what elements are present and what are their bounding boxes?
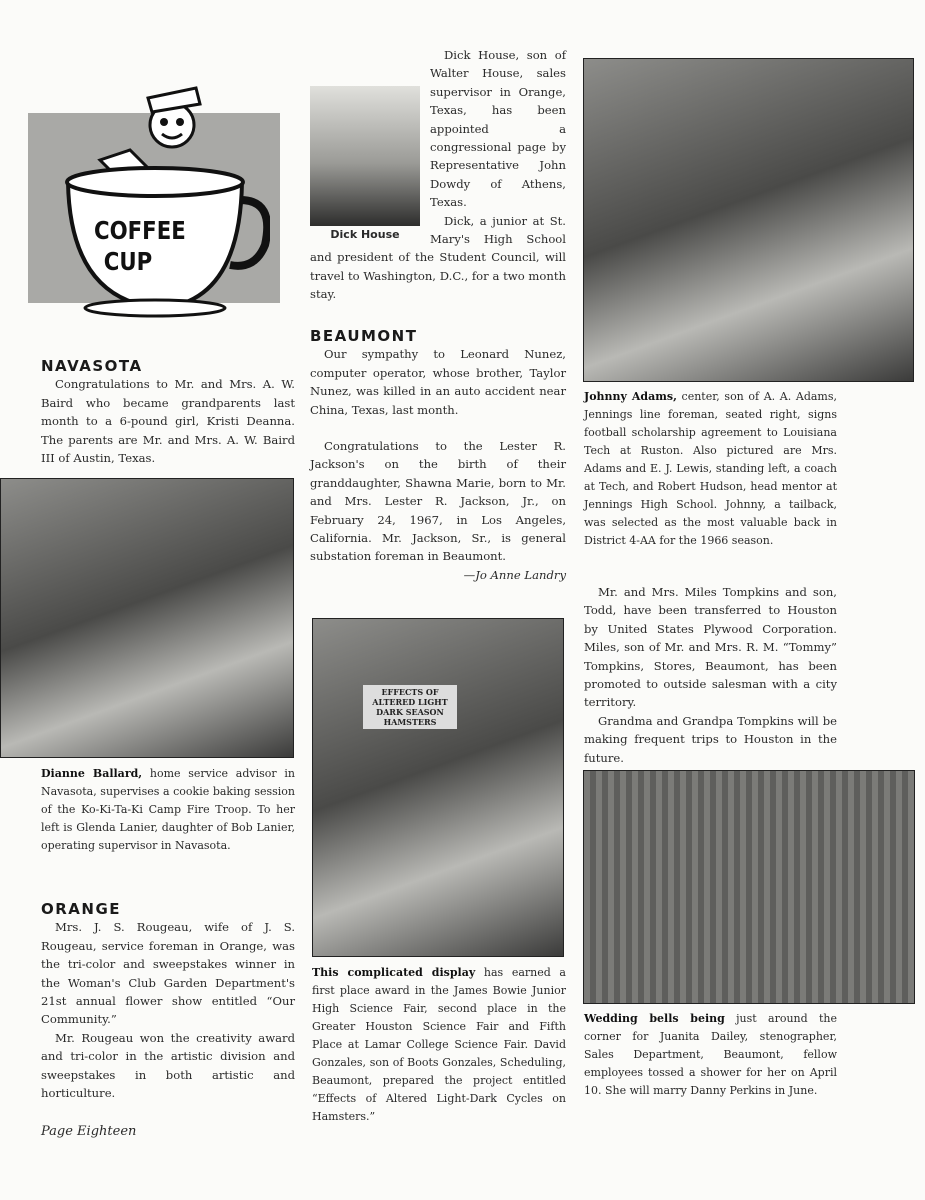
section-heading: NAVASOTA [41, 357, 143, 375]
section-heading: BEAUMONT [310, 327, 418, 345]
paragraph: Grandma and Grandpa Tompkins will be making frequent trips to Houston in the future. [584, 713, 837, 765]
photo-caption: Wedding bells being just around the corner for Juanita Dailey, stenographer, Sales Department, Beaumont, fellow employees tossed a shower for her on April 10. She will marry Danny Perkins in June. [584, 1012, 837, 1097]
photo-dick-house [310, 86, 420, 226]
photo-wedding-shower [583, 770, 915, 1004]
paragraph: Mrs. J. S. Rougeau, wife of J. S. Rougeau, service foreman in Orange, was the tri-color and sweepstakes winner in the Woman's Club Garden Department's 21st annual flower show entitled “Our Community.” [41, 920, 295, 1027]
paragraph: Our sympathy to Leonard Nunez, computer operator, whose brother, Taylor Nunez, was killed in an auto accident near China, Texas, last month. [310, 347, 566, 417]
navasota-section [41, 357, 295, 467]
byline: —Jo Anne Landry [463, 567, 566, 582]
paragraph: Dick House, son of Walter House, sales supervisor in Orange, Texas, has been appointed a congressional page by Representative John Dowdy of Athens, Texas. [430, 48, 566, 210]
paragraph: Congratulations to the Lester R. Jackson's on the birth of their granddaughter, Shawna Marie, born to Mr. and Mrs. Lester R. Jackson, Jr., on February 24, 1967, in Los Angeles, California. Mr. Jackson, Sr., is general substation foreman in Beaumont. [310, 439, 566, 564]
photo-cookie-baking [0, 478, 294, 758]
logo-title: COFFEE CUP [94, 216, 186, 276]
paragraph: Mr. and Mrs. Miles Tompkins and son, Todd, have been transferred to Houston by United States Plywood Corporation. Miles, son of Mr. and Mrs. R. M. “Tommy” Tompkins, Stores, Beaumont, has been promoted to outside salesman with a city territory. [584, 585, 837, 710]
dick-house-photo-block [310, 86, 420, 244]
paragraph: Mr. Rougeau won the creativity award and tri-color in the artistic division and sweepstakes in both artistic and horticulture. [41, 1030, 295, 1101]
photo-caption: Dick House [330, 228, 400, 241]
coffee-cup-illustration [60, 70, 270, 322]
photo-johnny-adams [583, 58, 914, 382]
photo-science-display [312, 618, 564, 957]
beaumont-section [310, 327, 566, 584]
photo-caption: Johnny Adams, center, son of A. A. Adams, Jennings line foreman, seated right, signs football scholarship agreement to Louisiana Tech at Ruston. Also pictured are Mrs. Adams and E. J. Lewis, standing left, a coach at Tech, and Robert Hudson, head mentor at Jennings High School. Johnny, a tailback, was selected as the most valuable back in District 4-AA for the 1966 season. [584, 390, 837, 547]
photo-caption: This complicated display has earned a first place award in the James Bowie Junior High Science Fair, second place in the Greater Houston Science Fair and Fifth Place at Lamar College Science Fair. David Gonzales, son of Boots Gonzales, Scheduling, Beaumont, prepared the project entitled “Effects of Altered Light-Dark Cycles on Hamsters.” [312, 966, 566, 1123]
orange-section [41, 900, 295, 1102]
paragraph: Dick, a junior at St. Mary's High School and president of the Student Council, will travel to Washington, D.C., for a two month stay. [310, 213, 566, 302]
page-number: Page Eighteen [41, 1124, 137, 1139]
paragraph: Congratulations to Mr. and Mrs. A. W. Baird who became grandparents last month to a 6-pound girl, Kristi Deanna. The parents are Mr. and Mrs. A. W. Baird III of Austin, Texas. [41, 377, 295, 466]
tompkins-section [584, 583, 837, 767]
section-heading: ORANGE [41, 900, 122, 918]
photo-caption: Dianne Ballard, home service advisor in Navasota, supervises a cookie baking session of the Ko-Ki-Ta-Ki Camp Fire Troop. To her left is Glenda Lanier, daughter of Bob Lanier, operating supervisor in Navasota. [41, 767, 295, 852]
dick-house-section [310, 46, 566, 304]
display-sign: EFFECTS OF ALTERED LIGHT DARK SEASON HAMSTERS [363, 685, 457, 729]
